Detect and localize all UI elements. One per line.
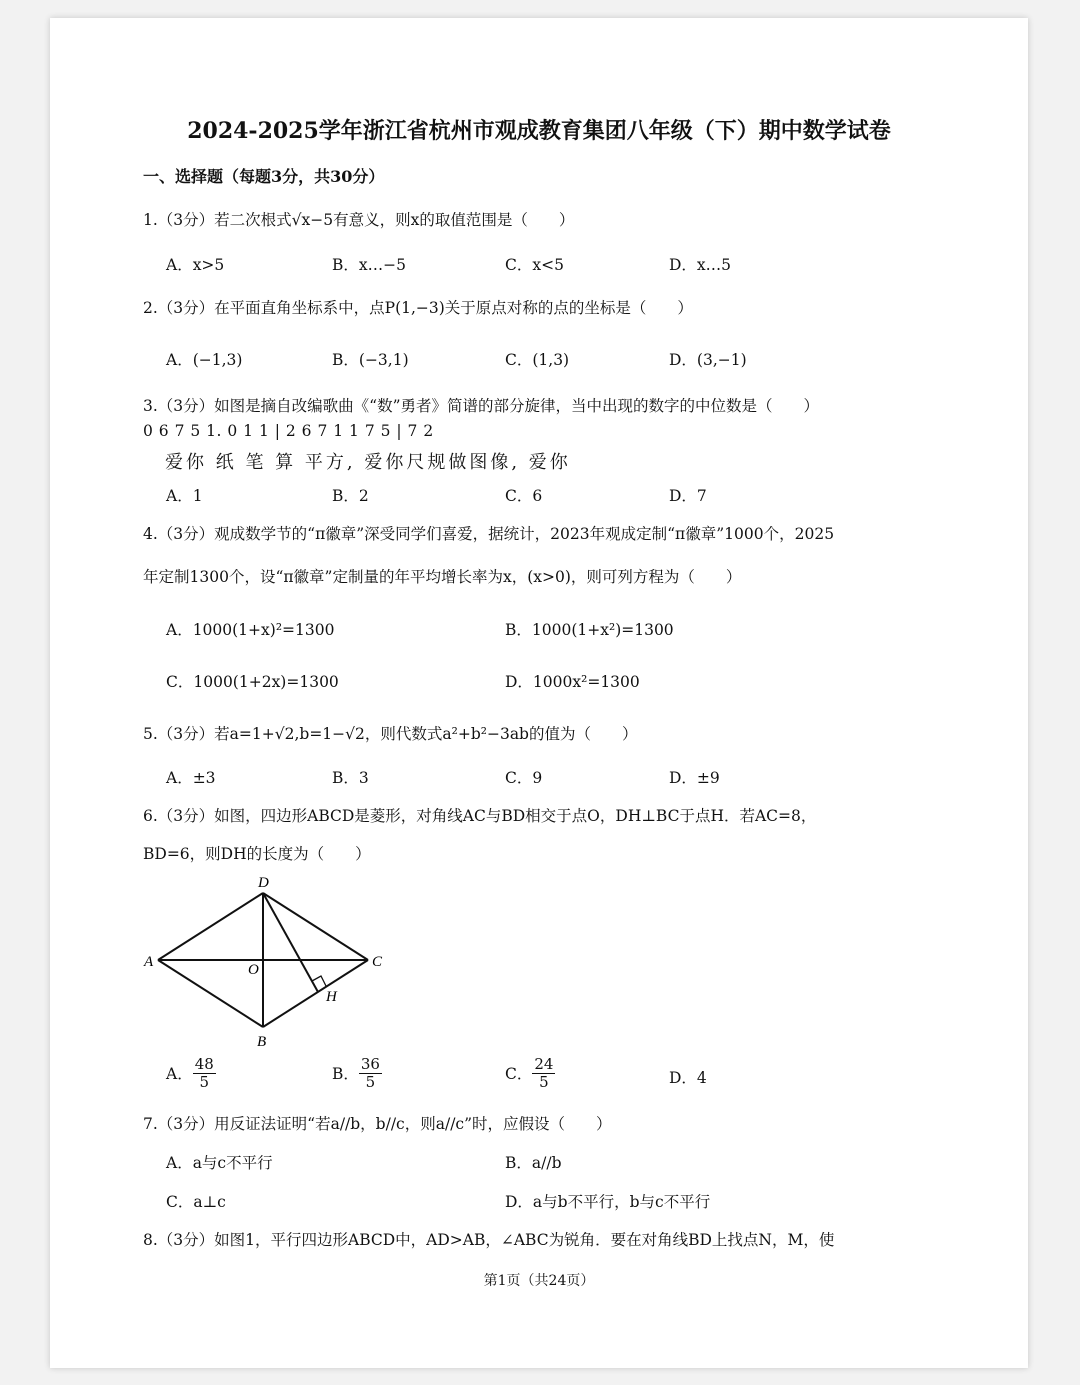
question-2: 2.（3分）在平面直角坐标系中，点P(1,−3)关于原点对称的点的坐标是（ ） xyxy=(143,299,693,317)
label-d: D xyxy=(258,875,269,891)
q7-option-b: B．a//b xyxy=(505,1154,562,1172)
q7-option-a: A．a与c不平行 xyxy=(166,1154,273,1172)
question-6-line-2: BD=6，则DH的长度为（ ） xyxy=(143,845,371,863)
rhombus-figure xyxy=(138,870,398,1050)
label-a: A xyxy=(144,954,154,970)
exam-page xyxy=(50,18,1028,1368)
question-7: 7.（3分）用反证法证明“若a//b，b//c，则a//c”时，应假设（ ） xyxy=(143,1115,612,1133)
label-h: H xyxy=(326,989,337,1005)
question-4-line-2: 年定制1300个，设“π徽章”定制量的年平均增长率为x，(x>0)，则可列方程为（ ） xyxy=(143,568,742,586)
q3-lyrics: 爱你 纸 笔 算 平方, 爱你尺规做图像, 爱你 xyxy=(165,452,571,473)
q2-option-d: D．(3,−1) xyxy=(669,351,747,369)
q3-option-b: B．2 xyxy=(332,487,369,505)
label-b: B xyxy=(257,1034,267,1050)
q3-option-d: D．7 xyxy=(669,487,707,505)
q5-option-a: A．±3 xyxy=(166,769,216,787)
segment-dh xyxy=(263,893,318,992)
q4-option-d: D．1000x²=1300 xyxy=(505,673,640,691)
q7-option-c: C．a⊥c xyxy=(166,1193,226,1211)
q1-option-d: D．x…5 xyxy=(669,256,732,274)
section-heading: 一、选择题（每题3分，共30分） xyxy=(143,167,385,186)
q3-option-c: C．6 xyxy=(505,487,543,505)
question-1: 1.（3分）若二次根式√x−5有意义，则x的取值范围是（ ） xyxy=(143,211,575,229)
q5-option-c: C．9 xyxy=(505,769,543,787)
q7-option-d: D．a与b不平行，b与c不平行 xyxy=(505,1193,711,1211)
label-c: C xyxy=(372,954,383,970)
question-4-line-1: 4.（3分）观成数学节的“π徽章”深受同学们喜爱，据统计，2023年观成定制“π徽章”1000个，2025 xyxy=(143,525,835,543)
side-ad xyxy=(158,893,263,960)
q1-option-b: B．x…−5 xyxy=(332,256,406,274)
q3-option-a: A．1 xyxy=(166,487,203,505)
page-title: 2024-2025学年浙江省杭州市观成教育集团八年级（下）期中数学试卷 xyxy=(187,118,891,144)
q4-option-c: C．1000(1+2x)=1300 xyxy=(166,673,339,691)
q2-option-a: A．(−1,3) xyxy=(166,351,243,369)
q2-option-b: B．(−3,1) xyxy=(332,351,409,369)
side-cb xyxy=(263,960,368,1027)
q3-music-notation: 0 6 7 5 1. 0 1 1 | 2 6 7 1 1 7 5 | 7 2 xyxy=(143,422,434,440)
q5-option-b: B．3 xyxy=(332,769,369,787)
q6-option-b: B． $\frac{36}{5}$ xyxy=(332,1055,380,1091)
q5-option-d: D．±9 xyxy=(669,769,720,787)
side-dc xyxy=(263,893,368,960)
question-5: 5.（3分）若a=1+√2,b=1−√2，则代数式a²+b²−3ab的值为（ ） xyxy=(143,725,638,743)
q2-option-c: C．(1,3) xyxy=(505,351,570,369)
q1-option-a: A．x>5 xyxy=(166,256,225,274)
q6-option-a: A． $\frac{48}{5}$ xyxy=(166,1055,214,1091)
question-8: 8.（3分）如图1，平行四边形ABCD中，AD>AB，∠ABC为锐角．要在对角线BD上找点N，M，使 xyxy=(143,1231,835,1249)
q1-option-c: C．x<5 xyxy=(505,256,564,274)
question-6-line-1: 6.（3分）如图，四边形ABCD是菱形，对角线AC与BD相交于点O，DH⊥BC于点H．若AC=8， xyxy=(143,807,817,825)
q6-option-d: D．4 xyxy=(669,1069,707,1087)
q4-option-b: B．1000(1+x²)=1300 xyxy=(505,621,674,639)
q4-option-a: A．1000(1+x)²=1300 xyxy=(166,621,335,639)
label-o: O xyxy=(248,962,259,978)
page-footer: 第1页（共24页） xyxy=(483,1273,595,1289)
q6-option-c: C． $\frac{24}{5}$ xyxy=(505,1055,554,1091)
question-3: 3.（3分）如图是摘自改编歌曲《“数”勇者》简谱的部分旋律，当中出现的数字的中位数是（ ） xyxy=(143,397,820,415)
